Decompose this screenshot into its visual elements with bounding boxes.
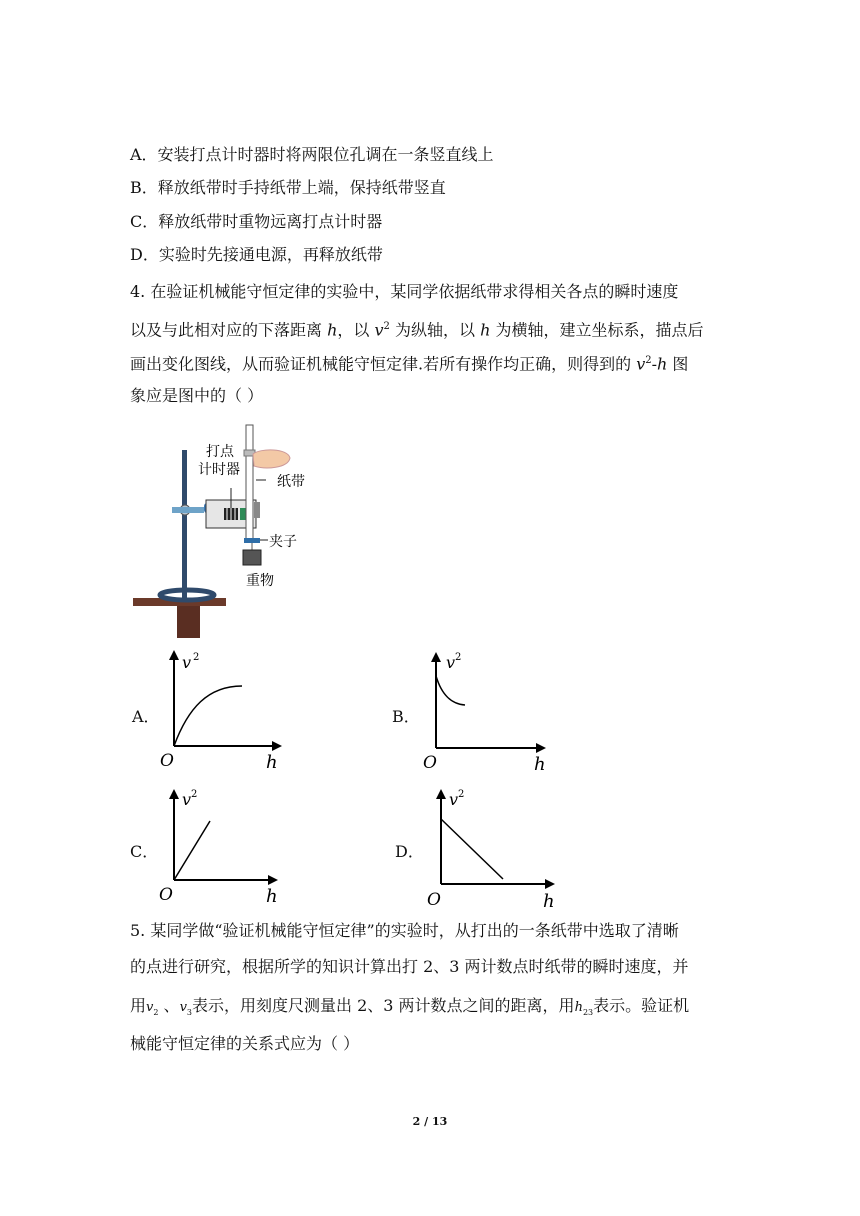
label-timer-1: 打点 [206,444,234,460]
curve-d [441,819,503,879]
y-axis-label: v [182,653,192,672]
svg-text:O: O [423,753,437,773]
stand-rod [182,450,187,598]
graph-label-d: D． [395,842,424,861]
label-tape: 纸带 [277,474,305,490]
label-timer-2: 计时器 [198,462,240,478]
label-clip: 夹子 [269,534,297,550]
svg-text:h: h [266,886,278,907]
option-a: A．安装打点计时器时将两限位孔调在一条竖直线上 [130,145,494,164]
apparatus-figure [128,420,328,642]
q5-line4: 械能守恒定律的关系式应为（ ） [130,1034,360,1053]
option-d: D．实验时先接通电源，再释放纸带 [130,245,383,264]
svg-text:v: v [449,790,459,809]
q4-line4: 象应是图中的（ ） [130,386,264,405]
svg-text:2: 2 [193,652,200,663]
q5-line1: 5. 某同学做“验证机械能守恒定律”的实验时，从打出的一条纸带中选取了清晰 [130,921,679,940]
clip [244,538,260,543]
clamp-arm [172,507,204,513]
svg-text:O: O [427,890,441,910]
hand [253,450,290,468]
svg-text:h: h [543,891,555,912]
svg-text:O: O [159,885,173,905]
x-axis-label: h [266,752,278,773]
svg-text:2: 2 [458,789,465,800]
q4-line1: 4. 在验证机械能守恒定律的实验中，某同学依据纸带求得相关各点的瞬时速度 [130,282,679,301]
graph-label-a: A． [132,707,160,726]
svg-text:2: 2 [455,652,462,663]
q4-line2: 以及与此相对应的下落距离 h，以 $v^2$ 为纵轴，以 h 为横轴，建立坐标系，描点后 [130,320,704,340]
page-number: 2 / 13 [412,1115,448,1128]
origin-label: O [160,751,174,771]
q5-line3: 用$v_2$ 、$v_3$表示，用刻度尺测量出 2、3 两计数点之间的距离，用$h_{23}$表示。验证机 [130,996,690,1018]
graph-label-c: C． [130,842,159,861]
table-leg [177,606,200,638]
weight [243,550,261,565]
svg-text:v: v [446,653,456,672]
q5-line2: 的点进行研究，根据所学的知识计算出打 2、3 两计数点时纸带的瞬时速度，并 [130,957,689,976]
graph-label-b: B． [392,707,420,726]
q4-line3: 画出变化图线，从而验证机械能守恒定律.若所有操作均正确，则得到的 $v^2-h$ 图 [130,354,689,374]
option-c: C．释放纸带时重物远离打点计时器 [130,212,383,231]
option-b: B．释放纸带时手持纸带上端，保持纸带竖直 [130,178,446,197]
graph-c [158,785,288,910]
graph-d [425,785,560,913]
svg-text:h: h [534,754,546,775]
curve-c [174,821,210,880]
svg-text:v: v [182,790,192,809]
curve-a [174,686,242,746]
label-weight: 重物 [246,573,274,589]
svg-text:2: 2 [191,789,198,800]
graph-b [420,648,555,776]
graph-a [158,648,288,773]
paper-tape [246,425,253,541]
curve-b [436,676,465,705]
